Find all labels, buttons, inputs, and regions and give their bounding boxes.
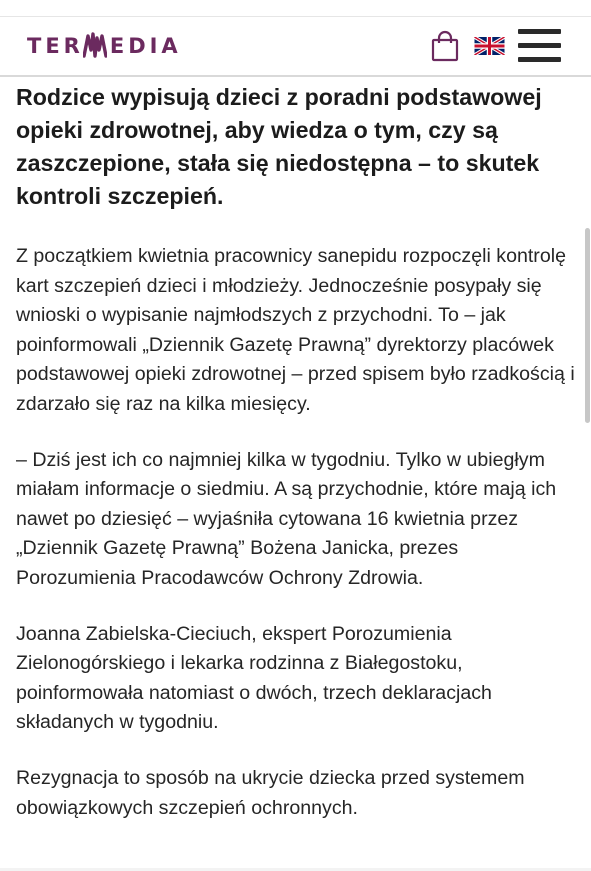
uk-flag-icon[interactable]	[474, 37, 505, 55]
site-header	[0, 17, 591, 77]
page-scrollbar[interactable]	[585, 228, 590, 423]
browser-top-strip	[0, 0, 591, 17]
logo-text-left: TER	[27, 34, 84, 58]
logo-text-right: EDIA	[109, 34, 182, 58]
article-lead: Rodzice wypisują dzieci z poradni podstawowej opieki zdrowotnej, aby wiedza o tym, czy są zaszczepione, stała się niedostępna – to skutek kontroli szczepień.	[16, 84, 542, 209]
hamburger-menu-icon[interactable]	[518, 29, 561, 63]
shopping-bag-icon[interactable]	[430, 30, 460, 62]
termedia-logo[interactable]	[27, 31, 182, 61]
article-paragraph-1: Z początkiem kwietnia pracownicy sanepidu rozpoczęli kontrolę kart szczepień dzieci i młodzieży. Jednocześnie posypały się wnioski o wypisanie najmłodszych z przychodni. To – jak poinformowali „Dziennik Gazetę Prawną” dyrektorzy placówek podstawowej opieki zdrowotnej – przed spisem było rzadkością i zdarzało się raz na kilka miesięcy.	[16, 245, 575, 415]
article-paragraph-4: Rezygnacja to sposób na ukrycie dziecka przed systemem obowiązkowych szczepień ochronnych.	[16, 766, 525, 819]
article-paragraph-3: Joanna Zabielska-Cieciuch, ekspert Porozumienia Zielonogórskiego i lekarka rodzinna z Białegostoku, poinformowała natomiast o dwóch, trzech deklaracjach składanych w tygodniu.	[16, 622, 492, 734]
article-paragraph-2: – Dziś jest ich co najmniej kilka w tygodniu. Tylko w ubiegłym miałam informacje o siedmiu. A są przychodnie, które mają ich nawet po dziesięć – wyjaśniła cytowana 16 kwietnia przez „Dziennik Gazetę Prawną” Bożena Janicka, prezes Porozumienia Pracodawców Ochrony Zdrowia.	[16, 448, 557, 589]
logo-heartbeat-m-icon	[83, 32, 107, 60]
article-body	[16, 78, 576, 823]
